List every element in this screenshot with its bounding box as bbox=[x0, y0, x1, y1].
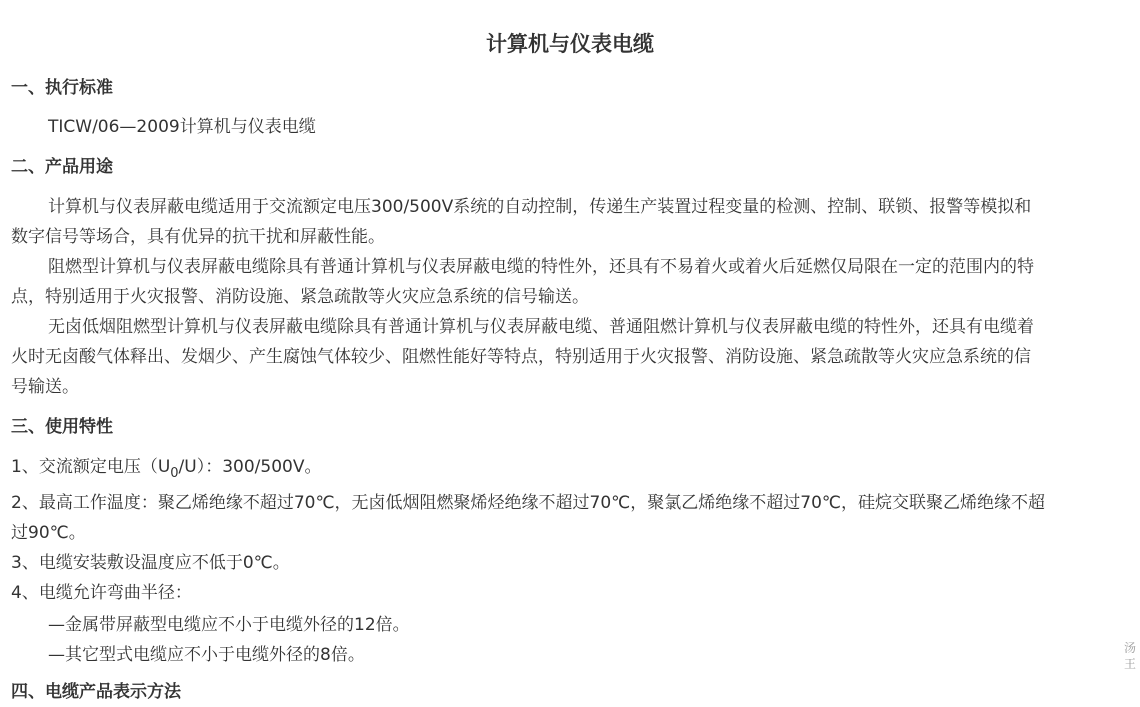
usage-paragraph-1-line-1: 计算机与仪表屏蔽电缆适用于交流额定电压300/500V系统的自动控制，传递生产装置过程变量的检测、控制、联锁、报警等模拟和 bbox=[48, 197, 1032, 217]
section-heading-characteristics: 三、使用特性 bbox=[11, 417, 113, 437]
bend-radius-other-types: —其它型式电缆应不小于电缆外径的8倍。 bbox=[48, 645, 365, 665]
usage-paragraph-3-line-3: 号输送。 bbox=[11, 377, 79, 397]
watermark-fragment: 汤 王 bbox=[1124, 641, 1137, 671]
characteristic-item-2-line-2: 过90℃。 bbox=[11, 523, 86, 543]
usage-paragraph-2-line-1: 阻燃型计算机与仪表屏蔽电缆除具有普通计算机与仪表屏蔽电缆的特性外，还具有不易着火或着火后延燃仅局限在一定的范围内的特 bbox=[48, 257, 1034, 277]
section-heading-usage: 二、产品用途 bbox=[11, 157, 113, 177]
usage-paragraph-1-line-2: 数字信号等场合，具有优异的抗干扰和屏蔽性能。 bbox=[11, 227, 385, 247]
section-heading-standard: 一、执行标准 bbox=[11, 78, 113, 98]
characteristic-item-2-line-1: 2、最高工作温度：聚乙烯绝缘不超过70℃，无卤低烟阻燃聚烯烃绝缘不超过70℃，聚氯乙烯绝缘不超过70℃，硅烷交联聚乙烯绝缘不超 bbox=[11, 493, 1045, 513]
usage-paragraph-2-line-2: 点，特别适用于火灾报警、消防设施、紧急疏散等火灾应急系统的信号输送。 bbox=[11, 287, 589, 307]
voltage-subscript: 0 bbox=[170, 466, 179, 481]
characteristic-item-1 bbox=[11, 456, 321, 485]
characteristic-item-3: 3、电缆安装敷设温度应不低于0℃。 bbox=[11, 553, 290, 573]
characteristic-item-1-prefix: 1、交流额定电压（U bbox=[11, 457, 171, 477]
usage-paragraph-3-line-1: 无卤低烟阻燃型计算机与仪表屏蔽电缆除具有普通计算机与仪表屏蔽电缆、普通阻燃计算机与仪表屏蔽电缆的特性外，还具有电缆着 bbox=[48, 317, 1034, 337]
standard-text: TICW/06—2009计算机与仪表电缆 bbox=[48, 117, 316, 137]
usage-paragraph-3-line-2: 火时无卤酸气体释出、发烟少、产生腐蚀气体较少、阻燃性能好等特点，特别适用于火灾报警、消防设施、紧急疏散等火灾应急系统的信 bbox=[11, 347, 1031, 367]
characteristic-item-1-suffix: /U）：300/500V。 bbox=[178, 457, 322, 477]
characteristic-item-4: 4、电缆允许弯曲半径： bbox=[11, 583, 192, 603]
bend-radius-metal-shield: —金属带屏蔽型电缆应不小于电缆外径的12倍。 bbox=[48, 615, 410, 635]
section-heading-designation: 四、电缆产品表示方法 bbox=[11, 682, 181, 702]
page-title: 计算机与仪表电缆 bbox=[486, 32, 654, 56]
